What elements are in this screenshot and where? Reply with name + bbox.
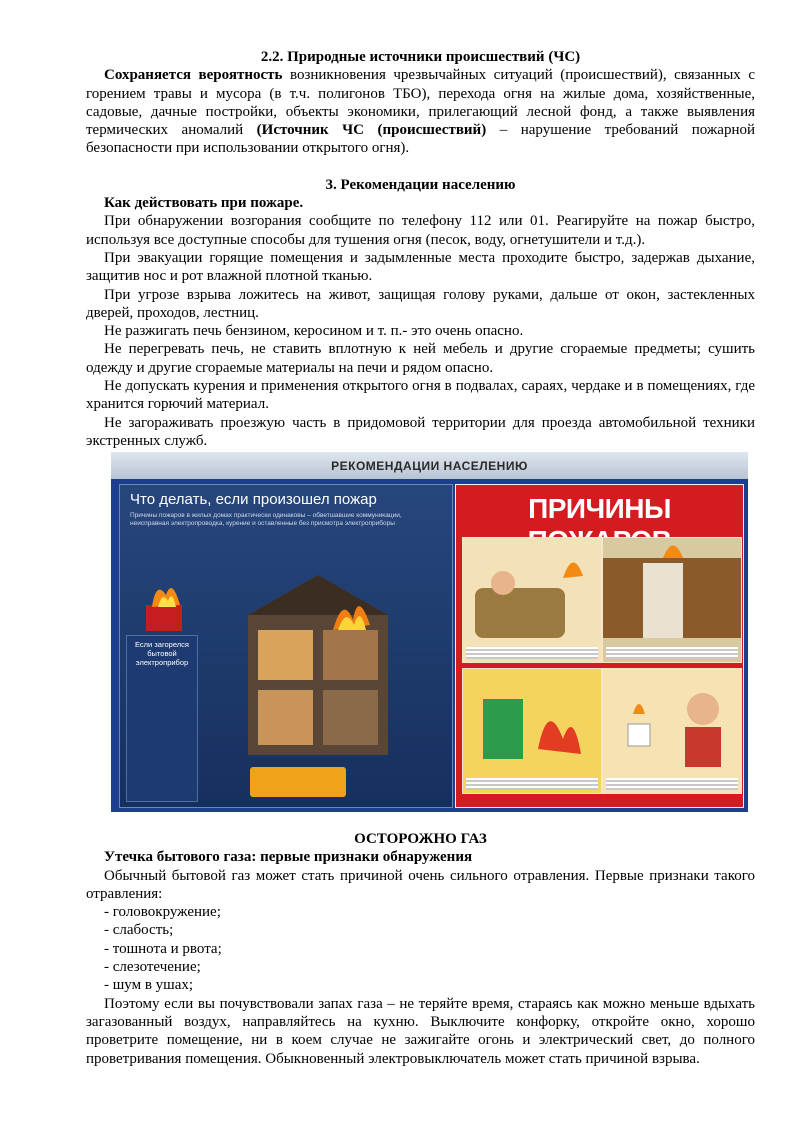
poster-left-title: Что делать, если произошел пожар <box>130 491 377 508</box>
symptom-item: - слезотечение; <box>104 959 201 976</box>
poster-left-panel <box>119 484 453 808</box>
tile-caption <box>466 647 598 659</box>
section-3-subtitle: Как действовать при пожаре. <box>104 195 304 212</box>
appliance-fire-panel <box>126 635 198 802</box>
text-top <box>86 48 755 450</box>
spacer <box>86 158 755 176</box>
gas-intro: Обычный бытовой газ может стать причиной очень сильного отравления. Первые признаки такого отравления: <box>86 867 755 902</box>
poster-right-panel <box>455 484 744 808</box>
gas-title: ОСТОРОЖНО ГАЗ <box>354 831 487 847</box>
cause-tile-electrical <box>602 668 742 794</box>
symptom-item: - тошнота и рвота; <box>104 940 222 957</box>
paragraph: Не разжигать печь бензином, керосином и т. п.- это очень опасно. <box>104 323 524 340</box>
cause-tile-smoking <box>462 537 602 663</box>
smoking-in-bed-illustration <box>463 538 601 662</box>
symptom-item: - шум в ушах; <box>104 977 194 994</box>
fire-safety-poster <box>111 452 748 812</box>
appliance-fire-title: Если загорелся бытовой электроприбор <box>135 640 189 667</box>
poster-right-title: ПРИЧИНЫ <box>528 493 671 524</box>
burning-heater-icon <box>138 575 193 635</box>
cause-tile-heater <box>462 668 602 794</box>
symptom-item: - головокружение; <box>104 904 221 921</box>
tile-caption <box>606 647 738 659</box>
paragraph: Не допускать курения и применения открытого огня в подвалах, сараях, чердаке и в помещениях, где хранится горючий материал. <box>86 378 755 413</box>
paragraph: При угрозе взрыва ложитесь на живот, защищая голову руками, дальше от окон, застекленных дверей, проходов, лестниц. <box>86 286 755 321</box>
paragraph: Не перегревать печь, не ставить вплотную к ней мебель и другие сгораемые предметы; сушить одежду и другие сгораемые материалы на печи и рядом опасно. <box>86 341 755 376</box>
paragraph-text: возникновения чрезвычайных ситуаций (происшествий), связанных с горением травы и мусора (в т.ч. полигонов ТБО), перехода огня на жилые дома, хозяйственные, садовые, дачные постройки, объекты экономики, прилегающий лесной фонд, а также выявления термических аномалий <box>86 67 755 139</box>
poster-header: РЕКОМЕНДАЦИИ НАСЕЛЕНИЮ <box>111 452 748 479</box>
paragraph: При эвакуации горящие помещения и задымленные места проходите быстро, задержав дыхание, защитив нос и рот влажной плотной тканью. <box>86 249 755 285</box>
tile-caption <box>466 778 598 790</box>
text-bottom <box>86 830 755 1068</box>
gas-advice: Поэтому если вы почувствовали запах газа – не теряйте время, стараясь как можно меньше вдыхать загазованный воздух, направляйтесь на кухню. Выключите конфорку, откройте окно, хорошо проветрите помещение, ни в коем случае не зажигайте огонь и электрический свет, до полного проветривания помещения. Обыкновенный электровыключатель может стать причиной взрыва. <box>86 995 755 1067</box>
tile-caption <box>606 778 738 790</box>
cause-tile-stove <box>602 537 742 663</box>
heater-illustration <box>463 669 601 793</box>
paragraph-text: – нарушение требований пожарной безопасности при использовании открытого огня). <box>86 122 755 157</box>
paragraph: При обнаружении возгорания сообщите по телефону 112 или 01. Реагируйте на пожар быстро, используя все доступные способы для тушения огня (песок, воду, огнетушители и т.д.). <box>86 213 755 248</box>
poster-left-subtitle: Причины пожаров в жилых домах практически одинаковы – обветшавшие коммуникации, неисправная электропроводка, курение и оставленные без присмотра электроприборы <box>130 512 402 527</box>
gas-subtitle: Утечка бытового газа: первые признаки обнаружения <box>104 849 473 866</box>
faulty-wiring-illustration <box>603 669 741 793</box>
symptom-item: - слабость; <box>104 922 174 939</box>
warning-note <box>250 767 346 797</box>
emphasis: Сохраняется вероятность <box>104 67 283 84</box>
emphasis: (Источник ЧС (происшествий) <box>256 122 487 139</box>
overheated-stove-illustration <box>603 538 741 662</box>
section-2-2-title: 2.2. Природные источники происшествий (ЧС) <box>260 49 581 65</box>
paragraph: Не загораживать проезжую часть в придомовой территории для проезда автомобильной техники экстренных служб. <box>86 414 755 449</box>
burning-house-illustration <box>238 535 398 785</box>
section-3-title: 3. Рекомендации населению <box>325 176 516 193</box>
section-2-2-paragraph <box>86 66 755 157</box>
